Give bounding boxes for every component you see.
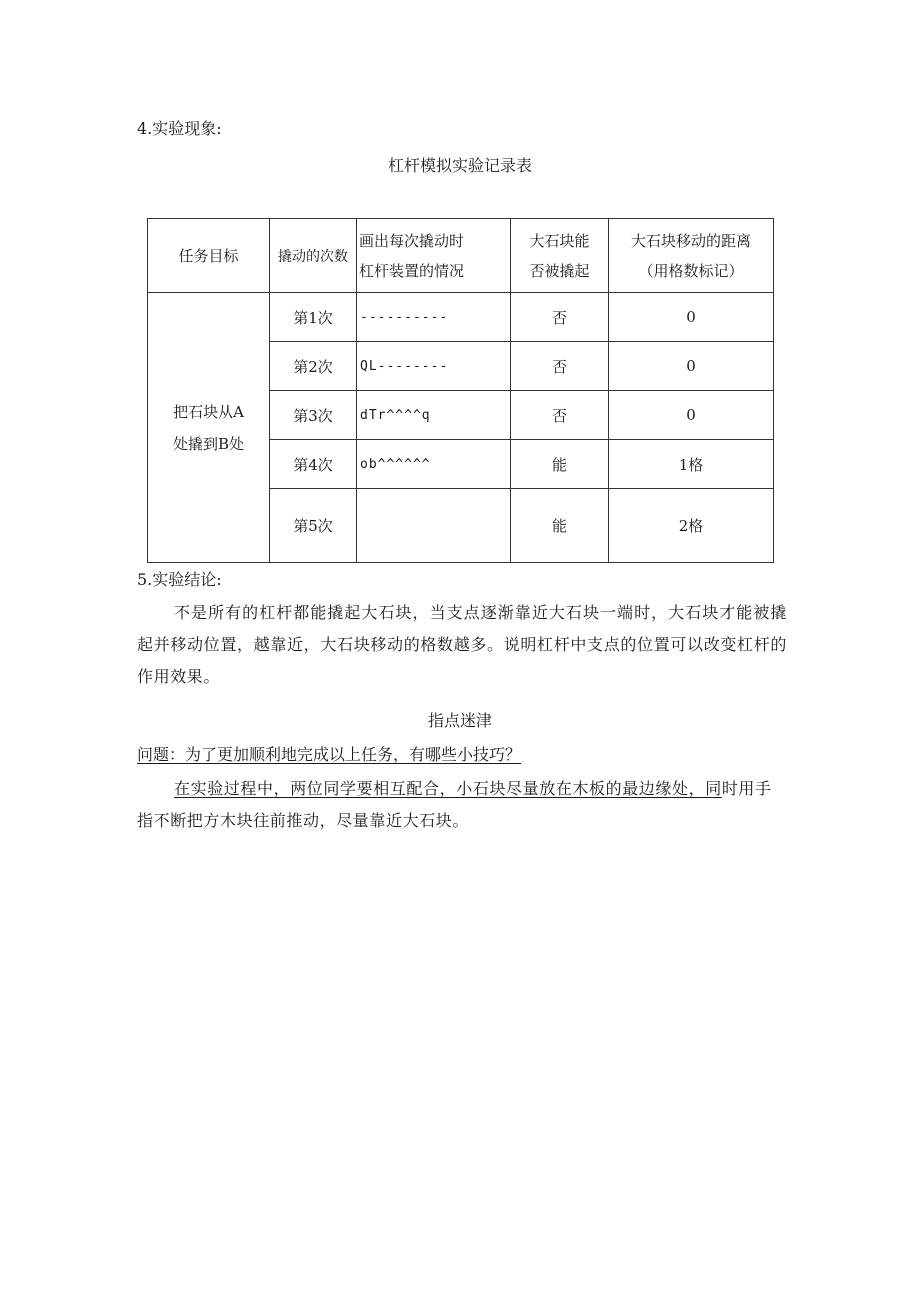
row-count: 第2次 xyxy=(270,342,357,391)
row-count: 第4次 xyxy=(270,440,357,489)
table-title: 杠杆模拟实验记录表 xyxy=(387,156,532,175)
header-count: 撬动的次数 xyxy=(270,219,357,293)
row-drawing: dTr^^^^q xyxy=(357,391,511,440)
row-lifted: 否 xyxy=(511,293,609,342)
header-task: 任务目标 xyxy=(148,219,270,293)
row-lifted: 否 xyxy=(511,391,609,440)
row-distance: 0 xyxy=(609,391,774,440)
header-distance-line2: （用格数标记） xyxy=(638,261,744,280)
row-distance: 1格 xyxy=(609,440,774,489)
conclusion-paragraph: 不是所有的杠杆都能撬起大石块，当支点逐渐靠近大石块一端时，大石块才能被撬起并移动位置，越靠近，大石块移动的格数越多。说明杠杆中支点的位置可以改变杠杆的作用效果。 xyxy=(137,603,787,686)
row-lifted: 能 xyxy=(511,489,609,563)
task-line1: 把石块从A xyxy=(173,402,244,421)
row-lifted: 能 xyxy=(511,440,609,489)
row-distance: 0 xyxy=(609,342,774,391)
row-drawing: ---------- xyxy=(357,293,511,342)
section-5-heading: 5.实验结论: xyxy=(137,570,222,589)
table-header-row xyxy=(148,219,774,293)
row-distance: 0 xyxy=(609,293,774,342)
row-drawing: QL-------- xyxy=(357,342,511,391)
experiment-record-table xyxy=(147,218,774,563)
header-drawing-line2: 杠杆装置的情况 xyxy=(359,261,465,280)
header-drawing xyxy=(357,219,511,293)
row-count: 第5次 xyxy=(270,489,357,563)
row-count: 第3次 xyxy=(270,391,357,440)
header-distance-line1: 大石块移动的距离 xyxy=(630,231,751,250)
tips-answer-rest: 时用手指不断把方木块往前推动，尽量靠近大石块。 xyxy=(137,779,772,830)
tips-title: 指点迷津 xyxy=(427,711,492,730)
header-lifted xyxy=(511,219,609,293)
tips-answer xyxy=(137,773,787,837)
header-lifted-line2: 否被撬起 xyxy=(529,261,590,280)
row-count: 第1次 xyxy=(270,293,357,342)
tips-question: 问题：为了更加顺利地完成以上任务，有哪些小技巧？ xyxy=(137,745,522,764)
tips-answer-underlined: 在实验过程中，两位同学要相互配合，小石块尽量放在木板的最边缘处，同 xyxy=(174,779,722,798)
header-drawing-line1: 画出每次撬动时 xyxy=(359,231,465,250)
row-drawing xyxy=(357,489,511,563)
header-distance xyxy=(609,219,774,293)
task-cell xyxy=(148,293,270,563)
row-lifted: 否 xyxy=(511,342,609,391)
row-distance: 2格 xyxy=(609,489,774,563)
task-line2: 处撬到B处 xyxy=(172,434,245,453)
table-row xyxy=(148,293,774,342)
section-4-heading: 4.实验现象: xyxy=(137,119,222,138)
header-lifted-line1: 大石块能 xyxy=(529,231,590,250)
row-drawing: ob^^^^^^ xyxy=(357,440,511,489)
